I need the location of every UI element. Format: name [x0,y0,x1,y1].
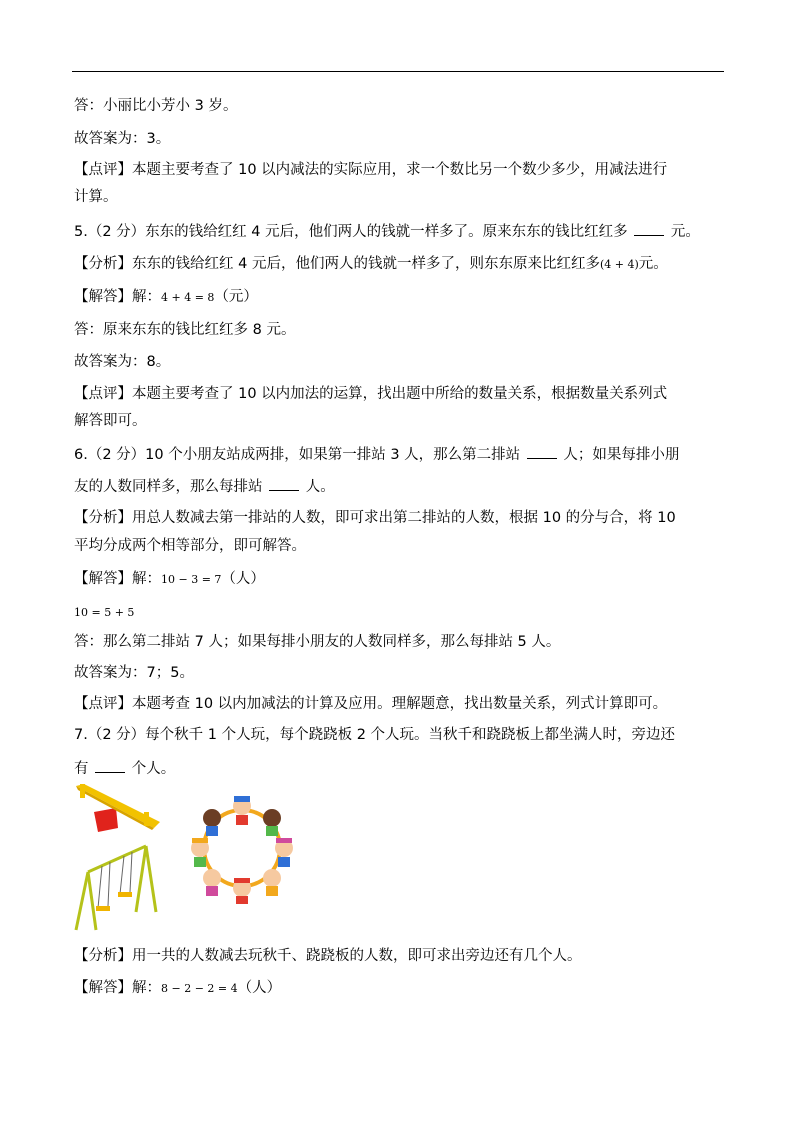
math-expression: 8 − 2 − 2 = 4 [161,982,238,995]
math-line [74,602,134,623]
seesaw-image [74,784,162,844]
solution-line [74,569,265,590]
math-expression: (4 + 4) [599,258,639,271]
seesaw-base [94,808,118,832]
math-expression: 10 − 3 = 7 [161,573,222,586]
analysis-text: 【分析】东东的钱给红红 4 元后，他们两人的钱就一样多了，则东东原来比红红多 [74,256,600,272]
comment-line-cont: 计算。 [74,189,118,205]
solution-unit: （人） [221,571,265,587]
final-answer-line: 故答案为：3。 [74,131,171,147]
final-answer-line: 故答案为：7；5。 [74,665,194,681]
question-6-text: 友的人数同样多，那么每排站 [74,479,263,495]
question-7-text: 有 [74,761,89,777]
comment-line-cont: 解答即可。 [74,413,147,429]
solution-unit: （元） [214,289,258,305]
question-5-unit: 元。 [670,224,700,240]
answer-line: 答：原来东东的钱比红红多 8 元。 [74,322,296,338]
child-figure [263,869,281,896]
swing-image [74,842,160,932]
comment-line: 【点评】本题考查 10 以内加减法的计算及应用。理解题意，找出数量关系，列式计算即可。 [74,696,668,712]
child-figure [203,869,221,896]
solution-unit: （人） [237,980,282,996]
question-6-text: 6.（2 分）10 个小朋友站成两排，如果第一排站 3 人，那么第二排站 [74,447,521,463]
swing-seat [96,906,110,911]
question-5 [74,221,700,242]
solution-line [74,287,258,308]
math-expression: 4 + 4 = 8 [161,291,215,304]
question-7: 7.（2 分）每个秋千 1 个人玩，每个跷跷板 2 个人玩。当秋千和跷跷板上都坐满人时，旁边还 [74,727,676,743]
answer-blank[interactable] [634,221,664,236]
children-ring-image [186,792,298,904]
question-7-unit: 个人。 [131,761,176,777]
analysis-line-cont: 平均分成两个相等部分，即可解答。 [74,538,306,554]
analysis-line: 【分析】用一共的人数减去玩秋千、跷跷板的人数，即可求出旁边还有几个人。 [74,948,582,964]
swing-seat [118,892,132,897]
solution-label: 【解答】解： [74,571,161,587]
question-5-text: 5.（2 分）东东的钱给红红 4 元后，他们两人的钱就一样多了。原来东东的钱比红红多 [74,224,628,240]
question-6-unit: 人。 [305,479,335,495]
question-7-line-2 [74,758,175,779]
answer-line: 答：那么第二排站 7 人；如果每排小朋友的人数同样多，那么每排站 5 人。 [74,634,561,650]
solution-line [74,978,281,999]
child-figure [233,796,251,825]
final-answer-line: 故答案为：8。 [74,354,171,370]
analysis-unit: 元。 [638,256,668,272]
answer-blank[interactable] [269,476,299,491]
question-6-line-2 [74,476,335,497]
question-6-text-cont: 人；如果每排小朋 [563,447,680,463]
child-figure [233,878,251,904]
comment-line: 【点评】本题主要考查了 10 以内减法的实际应用，求一个数比另一个数少多少，用减法进行 [74,162,668,178]
analysis-line: 【分析】用总人数减去第一排站的人数，即可求出第二排站的人数，根据 10 的分与合，将 10 [74,510,676,526]
answer-blank[interactable] [95,758,125,773]
solution-label: 【解答】解： [74,980,161,996]
math-expression: 10 = 5 + 5 [74,606,135,619]
question-6 [74,444,679,465]
answer-line: 答：小丽比小芳小 3 岁。 [74,98,238,114]
comment-line: 【点评】本题主要考查了 10 以内加法的运算，找出题中所给的数量关系，根据数量关系列式 [74,386,668,402]
header-rule [72,71,724,72]
answer-blank[interactable] [527,444,557,459]
solution-label: 【解答】解： [74,289,161,305]
analysis-line [74,254,668,275]
